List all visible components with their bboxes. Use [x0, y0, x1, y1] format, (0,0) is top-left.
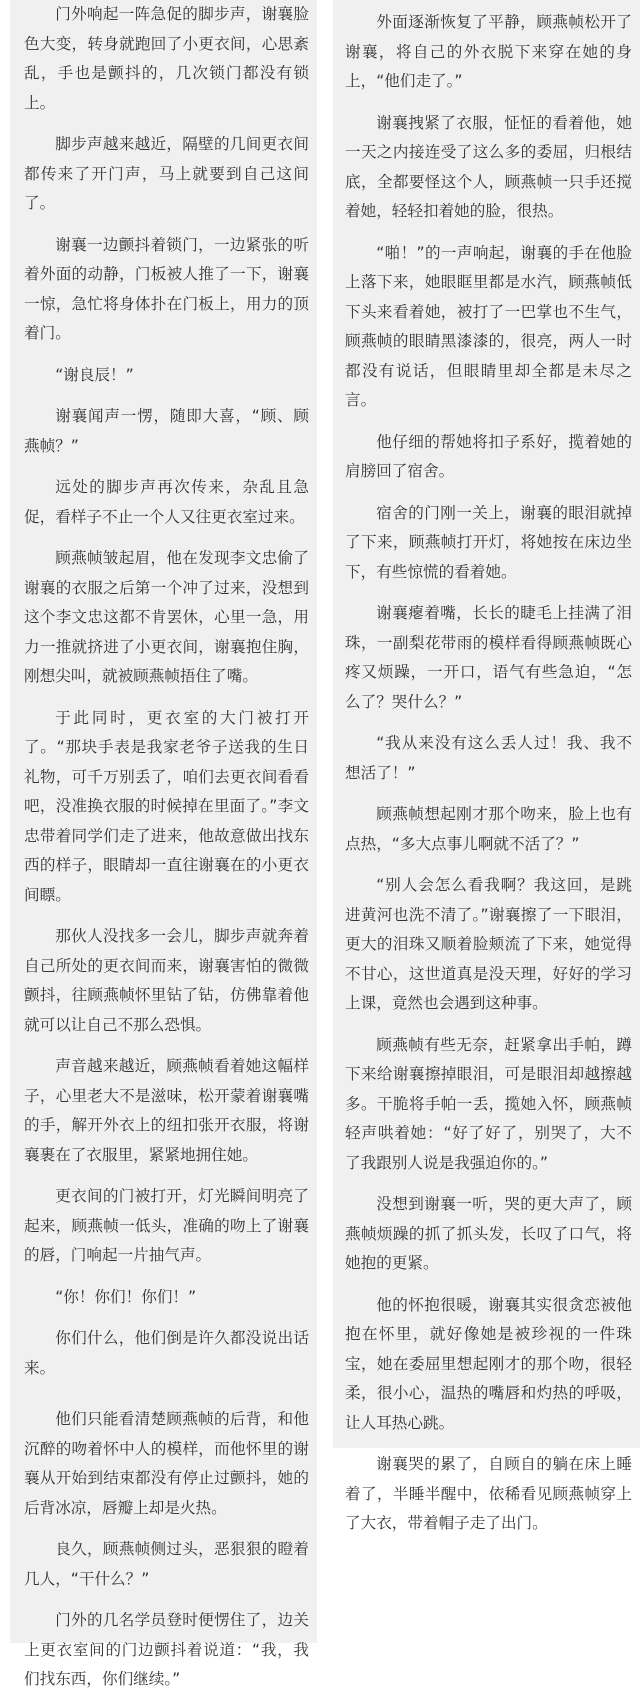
right-text-column — [333, 0, 640, 1532]
paragraph: 脚步声越来越近，隔壁的几间更衣间都传来了开门声，马上就要到自己这间了。 — [24, 135, 309, 212]
paragraph: 更衣间的门被打开，灯光瞬间明亮了起来，顾燕帧一低头，准确的吻上了谢襄的唇，门响起一片抽气声。 — [24, 1187, 309, 1264]
paragraph: 他们只能看清楚顾燕帧的后背，和他沉醉的吻着怀中人的模样，而他怀里的谢襄从开始到结束都没有停止过颤抖，她的后背冰凉，唇瓣上却是火热。 — [24, 1410, 309, 1517]
paragraph: “你！你们！你们！” — [55, 1287, 197, 1306]
paragraph: 远处的脚步声再次传来，杂乱且急促，看样子不止一个人又往更衣室过来。 — [24, 478, 309, 526]
paragraph: 谢襄一边颤抖着锁门，一边紧张的听着外面的动静，门板被人推了一下，谢襄一惊，急忙将身体扑在门板上，用力的顶着门。 — [24, 235, 309, 342]
paragraph: 谢襄闻声一愣，随即大喜，“顾、顾燕帧？” — [24, 407, 309, 455]
paragraph: “谢良辰！” — [55, 365, 134, 384]
paragraph: 他的怀抱很暖，谢襄其实很贪恋被他抱在怀里，就好像她是被珍视的一件珠宝，她在委屈里想起刚才的那个吻，很轻柔，很小心，温热的嘴唇和灼热的呼吸，让人耳热心跳。 — [345, 1295, 632, 1432]
paragraph: 外面逐渐恢复了平静，顾燕帧松开了谢襄，将自己的外衣脱下来穿在她的身上，“他们走了。” — [345, 13, 632, 90]
paragraph: 你们什么，他们倒是许久都没说出话来。 — [24, 1329, 309, 1377]
paragraph: 谢襄拽紧了衣服，怔怔的看着他，她一天之内接连受了这么多的委屈，归根结底，全都要怪这个人，顾燕帧一只手还搅着她，轻轻扣着她的脸，很热。 — [345, 113, 632, 220]
paragraph: 那伙人没找多一会儿，脚步声就奔着自己所处的更衣间而来，谢襄害怕的微微颤抖，往顾燕帧怀里钻了钻，仿佛靠着他就可以让自己不那么恐惧。 — [24, 927, 309, 1034]
paragraph: 门外的几名学员登时便愣住了，边关上更衣室间的门边颤抖着说道：“我，我们找东西，你们继续。” — [24, 1611, 309, 1688]
left-text-column — [10, 0, 317, 1688]
paragraph: “我从来没有这么丢人过！我、我不想活了！” — [345, 734, 632, 782]
paragraph: 顾燕帧皱起眉，他在发现李文忠偷了谢襄的衣服之后第一个冲了过来，没想到这个李文忠这都不肯罢休，心里一急，用力一推就挤进了小更衣间，谢襄抱住胸，刚想尖叫，就被顾燕帧捂住了嘴。 — [24, 549, 309, 685]
paragraph: 声音越来越近，顾燕帧看着她这幅样子，心里老大不是滋味，松开蒙着谢襄嘴的手，解开外衣上的纽扣张开衣服，将谢襄裹在了衣服里，紧紧地拥住她。 — [24, 1057, 309, 1164]
paragraph: “别人会怎么看我啊？我这回，是跳进黄河也洗不清了。”谢襄擦了一下眼泪，更大的泪珠又顺着脸颊流了下来，她觉得不甘心，这世道真是没天理，好好的学习上课，竟然也会遇到这种事。 — [345, 876, 632, 1012]
paragraph: 谢襄哭的累了，自顾自的躺在床上睡着了，半睡半醒中，依稀看见顾燕帧穿上了大衣，带着帽子走了出门。 — [345, 1455, 632, 1532]
paragraph: 顾燕帧想起刚才那个吻来，脸上也有点热，“多大点事儿啊就不活了？” — [345, 805, 632, 853]
paragraph: 谢襄瘪着嘴，长长的睫毛上挂满了泪珠，一副梨花带雨的模样看得顾燕帧既心疼又烦躁，一开口，语气有些急迫，“怎么了？哭什么？” — [345, 604, 632, 711]
paragraph: “啪！”的一声响起，谢襄的手在他脸上落下来，她眼眶里都是水汽，顾燕帧低下头来看着她，被打了一巴掌也不生气，顾燕帧的眼睛黑漆漆的，很亮，两人一时都没有说话，但眼睛里却全都是未尽之言。 — [345, 243, 632, 409]
paragraph: 于此同时，更衣室的大门被打开了。“那块手表是我家老爷子送我的生日礼物，可千万别丢了，咱们去更衣间看看吧，没准换衣服的时候掉在里面了。”李文忠带着同学们走了进来，他故意做出找东西的样子，眼睛却一直往谢襄在的小更衣间瞟。 — [24, 708, 309, 904]
paragraph: 顾燕帧有些无奈，赶紧拿出手帕，蹲下来给谢襄擦掉眼泪，可是眼泪却越擦越多。干脆将手帕一丢，揽她入怀，顾燕帧轻声哄着她：“好了好了，别哭了，大不了我跟别人说是我强迫你的。” — [345, 1035, 632, 1172]
paragraph: 他仔细的帮她将扣子系好，揽着她的肩膀回了宿舍。 — [345, 432, 632, 480]
paragraph: 宿舍的门刚一关上，谢襄的眼泪就掉了下来，顾燕帧打开灯，将她按在床边坐下，有些惊慌的看着她。 — [345, 503, 632, 581]
paragraph: 良久，顾燕帧侧过头，恶狠狠的瞪着几人，“干什么？” — [24, 1540, 309, 1588]
paragraph: 门外响起一阵急促的脚步声，谢襄脸色大变，转身就跑回了小更衣间，心思紊乱，手也是颤抖的，几次锁门都没有锁上。 — [24, 5, 309, 112]
paragraph: 没想到谢襄一听，哭的更大声了，顾燕帧烦躁的抓了抓头发，长叹了口气，将她抱的更紧。 — [345, 1195, 632, 1272]
